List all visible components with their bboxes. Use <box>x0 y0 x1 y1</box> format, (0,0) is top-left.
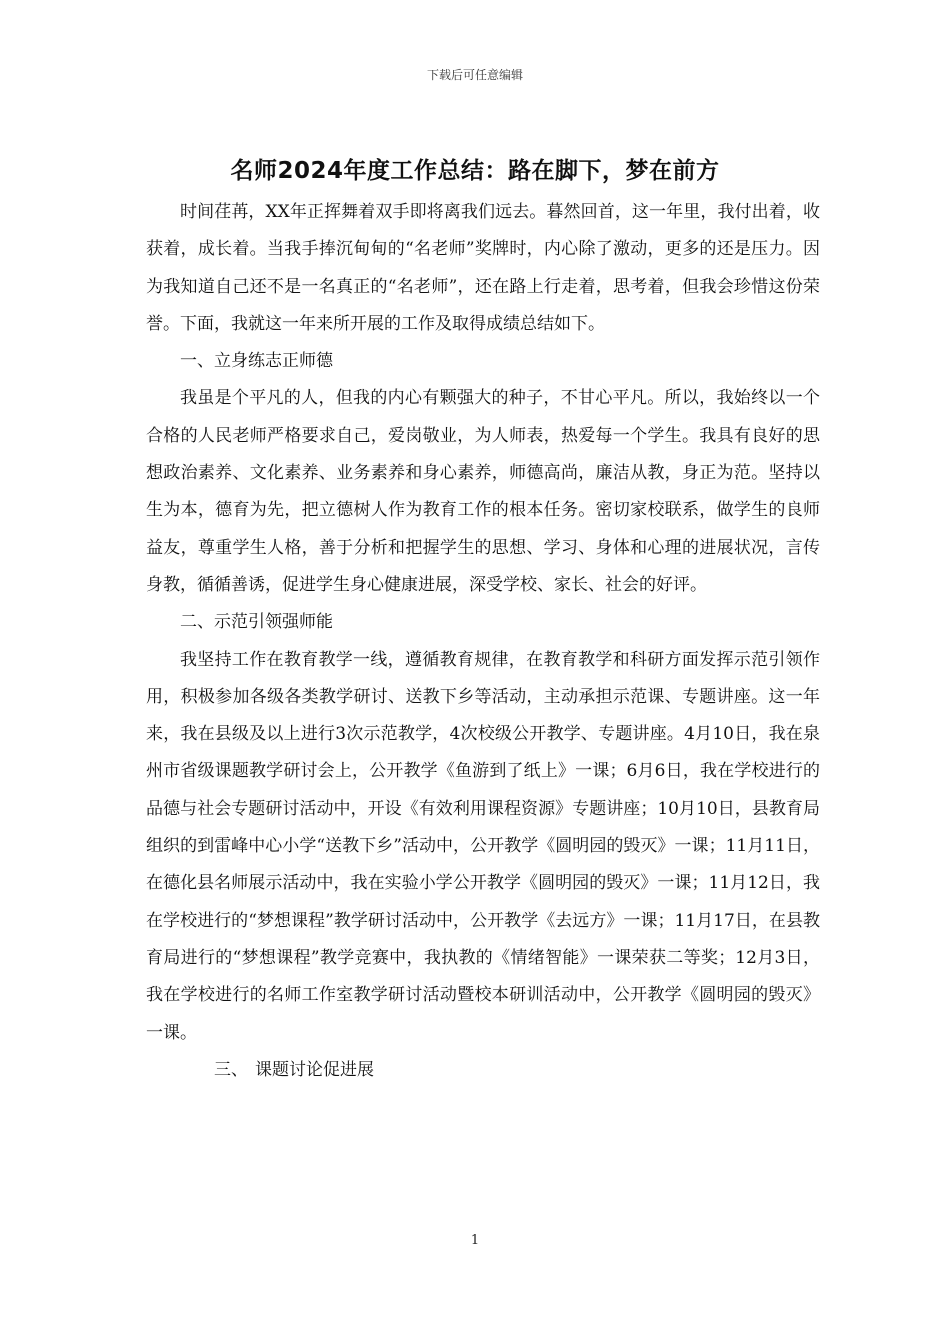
paragraph-intro: 时间荏苒，XX年正挥舞着双手即将离我们远去。暮然回首，这一年里，我付出着，收获着，成长着。当我手捧沉甸甸的“名老师”奖牌时，内心除了激动，更多的还是压力。因为我知道自己还不是一名真正的“名老师”，还在路上行走着，思考着，但我会珍惜这份荣誉。下面，我就这一年来所开展的工作及取得成绩总结如下。 <box>146 202 820 334</box>
page-number: 1 <box>470 1233 480 1248</box>
paragraph-1: 我虽是个平凡的人，但我的内心有颗强大的种子，不甘心平凡。所以，我始终以一个合格的人民老师严格要求自己，爱岗敬业，为人师表，热爱每一个学生。我具有良好的思想政治素养、文化素养、业务素养和身心素养，师德高尚，廉洁从教，身正为范。坚持以生为本，德育为先，把立德树人作为教育工作的根本任务。密切家校联系，做学生的良师益友，尊重学生人格，善于分析和把握学生的思想、学习、身体和心理的进展状况，言传身教，循循善诱，促进学生身心健康进展，深受学校、家长、社会的好评。 <box>146 388 820 595</box>
section-heading-2: 二、示范引领强师能 <box>180 612 333 633</box>
paragraph-2: 我坚持工作在教育教学一线，遵循教育规律，在教育教学和科研方面发挥示范引领作用，积极参加各级各类教学研讨、送教下乡等活动，主动承担示范课、专题讲座。这一年来，我在县级及以上进行3次示范教学，4次校级公开教学、专题讲座。4月10日，我在泉州市省级课题教学研讨会上，公开教学《鱼游到了纸上》一课；6月6日，我在学校进行的品德与社会专题研讨活动中，开设《有效利用课程资源》专题讲座；10月10日，县教育局组织的到雷峰中心小学“送教下乡”活动中，公开教学《圆明园的毁灭》一课；11月11日，在德化县名师展示活动中，我在实验小学公开教学《圆明园的毁灭》一课；11月12日，我在学校进行的“梦想课程”教学研讨活动中，公开教学《去远方》一课；11月17日，在县教育局进行的“梦想课程”教学竞赛中，我执教的《情绪智能》一课荣获二等奖；12月3日，我在学校进行的名师工作室教学研讨活动暨校本研训活动中，公开教学《圆明园的毁灭》一课。 <box>146 649 820 1043</box>
section-heading-1: 一、立身练志正师德 <box>180 351 333 372</box>
section-heading-3-number: 三、 <box>214 1059 248 1080</box>
document-body <box>146 194 820 1089</box>
section-heading-3 <box>146 1052 820 1089</box>
document-title: 名师2024年度工作总结：路在脚下，梦在前方 <box>230 158 720 184</box>
header-note: 下载后可任意编辑 <box>426 68 523 82</box>
section-heading-3-text: 课题讨论促进展 <box>255 1059 374 1080</box>
